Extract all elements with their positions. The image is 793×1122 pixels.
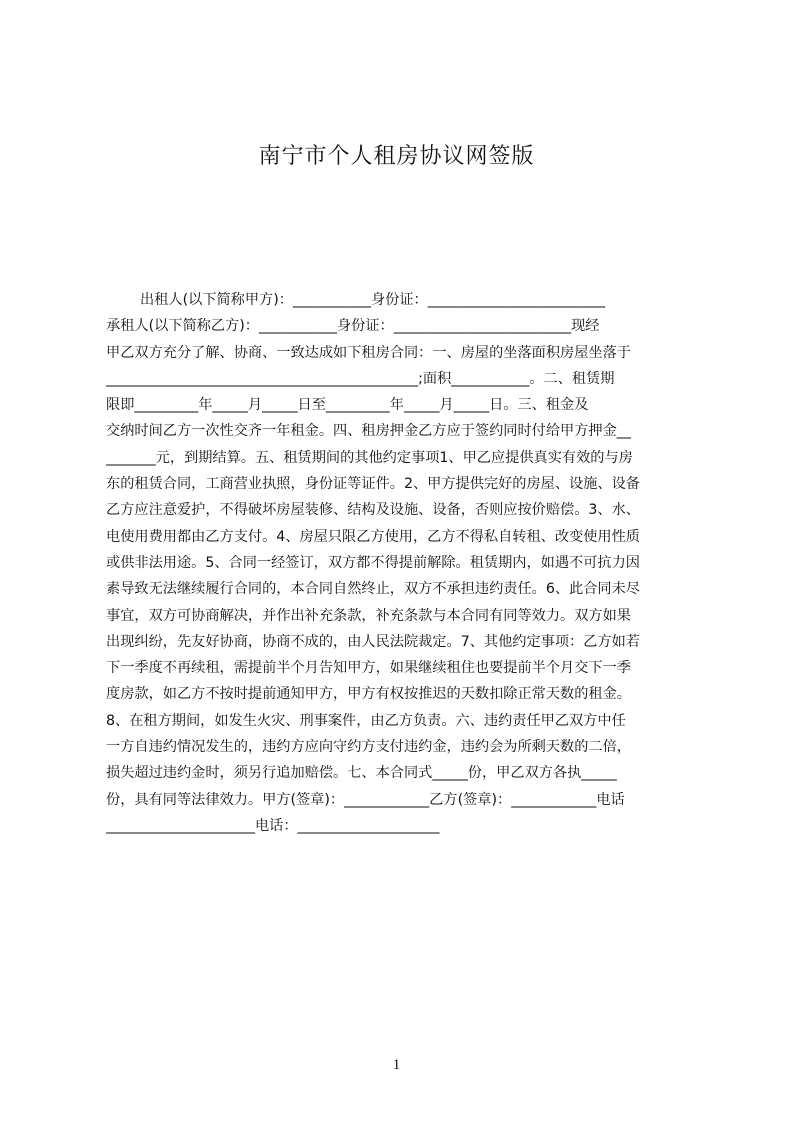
contract-line: 交纳时间乙方一次性交齐一年租金。四、租房押金乙方应于签约同时付给甲方押金__ [106,423,631,440]
contract-line: 事宜，双方可协商解决，并作出补充条款，补充条款与本合同有同等效力。双方如果 [106,607,631,624]
contract-line: 度房款，如乙方不按时提前通知甲方，甲方有权按推迟的天数扣除正常天数的租金。 [106,686,631,703]
contract-line: 电使用费用都由乙方支付。4、房屋只限乙方使用，乙方不得私自转租、改变使用性质 [106,528,640,545]
contract-line: ____________________________________________;面积___________。二、租赁期 [106,370,615,387]
contract-line: 一方自违约情况发生的，违约方应向守约方支付违约金，违约会为所剩天数的二倍， [106,739,631,756]
contract-line: 出现纠纷，先友好协商，协商不成的，由人民法院裁定。7、其他约定事项：乙方如若 [106,633,640,650]
document-title: 南宁市个人租房协议网签版 [258,144,535,169]
contract-line: 乙方应注意爱护，不得破坏房屋装修、结构及设施、设备，否则应按价赔偿。3、水、 [106,502,640,519]
contract-line: 下一季度不再续租，需提前半个月告知甲方，如果继续租住也要提前半个月交下一季 [106,660,631,677]
contract-line: _____________________电话：____________________ [106,817,440,834]
contract-line: 出租人(以下简称甲方)：___________身份证：_________________________ [140,292,606,308]
page-number: 1 [392,1057,401,1073]
contract-line: 份，具有同等法律效力。甲方(签章)：____________乙方(签章)：____________电话 [106,791,625,808]
contract-body [106,287,698,839]
contract-line: _______元，到期结算。五、租赁期间的其他约定事项1、甲乙应提供真实有效的与房 [106,449,633,466]
contract-line: 承租人(以下简称乙方)：___________身份证：_________________________现经 [106,318,600,335]
contract-line: 损失超过违约金时，须另行追加赔偿。七、本合同式_____份，甲乙双方各执_____ [106,765,617,782]
contract-line: 8、在租方期间，如发生火灾、刑事案件，由乙方负责。六、违约责任甲乙双方中任 [106,712,626,729]
contract-line: 东的租赁合同，工商营业执照，身份证等证件。2、甲方提供完好的房屋、设施、设备 [106,476,640,493]
contract-line: 素导致无法继续履行合同的，本合同自然终止，双方不承担违约责任。6、此合同未尽 [106,581,640,598]
contract-line: 甲乙双方充分了解、协商、一致达成如下租房合同：一、房屋的坐落面积房屋坐落于 [106,344,631,361]
contract-line: 限即_________年_____月_____日至_________年_____月_____日。三、租金及 [106,397,589,414]
contract-line: 或供非法用途。5、合同一经签订，双方都不得提前解除。租赁期内，如遇不可抗力因 [106,554,640,571]
